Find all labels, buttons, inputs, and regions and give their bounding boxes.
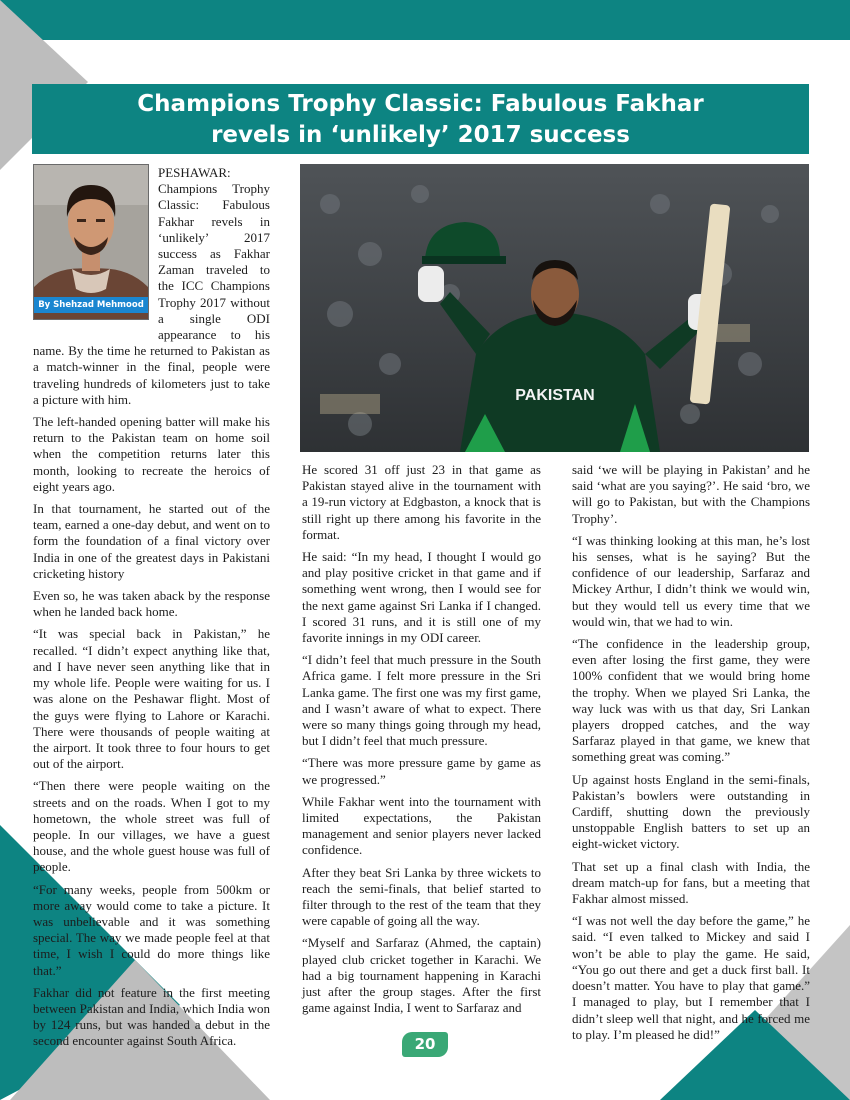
page-number: 20: [402, 1032, 448, 1057]
paragraph: After they beat Sri Lanka by three wickets to reach the semi-finals, that belief started to filter through to the rest of the team that they were capable of going all the way.: [302, 864, 541, 929]
paragraph: “I didn’t feel that much pressure in the South Africa game. I felt more pressure in the Sri Lanka game. The first one was my first game, and I wasn’t aware of what to expect. There were so many things going through my head, but I didn’t feel that much pressure.: [302, 652, 541, 749]
paragraph: “The confidence in the leadership group, even after losing the first game, they were 100% confident that we would bring home the trophy. When we played Sri Lanka, the way luck was with us that day, Sri Lankan players dropped catches, and the way Sarfaraz played in that game, we knew that something great was coming.”: [572, 636, 810, 765]
top-teal-band: [0, 0, 850, 40]
author-byline: By Shehzad Mehmood: [34, 297, 148, 313]
paragraph: While Fakhar went into the tournament with limited expectations, the Pakistan management and senior players never lacked confidence.: [302, 793, 541, 858]
photo-float-space: [33, 165, 158, 333]
paragraph: “I was thinking looking at this man, he’s lost his senses, what is he saying? But the confidence of our leadership, Sarfaraz and Mickey Arthur, I didn’t think we would win, but they would tell us every time that we would win, that we had to win.: [572, 532, 810, 629]
title-line-1: Champions Trophy Classic: Fabulous Fakhar: [137, 91, 704, 117]
paragraph: “There was more pressure game by game as we progressed.”: [302, 755, 541, 787]
paragraph: Fakhar did not feature in the first meeting between Pakistan and India, which India won by 124 runs, but was handed a debut in the second encounter against South Africa.: [33, 984, 270, 1049]
article-title: [32, 84, 809, 154]
text-column-2: [302, 462, 541, 1023]
paragraph: That set up a final clash with India, the dream match-up for fans, but a meeting that Fakhar almost missed.: [572, 858, 810, 907]
jersey-text: PAKISTAN: [515, 387, 595, 404]
text-column-3: [572, 462, 810, 1049]
title-line-2: revels in ‘unlikely’ 2017 success: [211, 122, 630, 148]
text-column-1: [33, 165, 270, 1056]
paragraph: “Myself and Sarfaraz (Ahmed, the captain) played club cricket together in Karachi. We had a big tournament happening in Karachi just after the group stages. After the first game against India, I went to Sarfaraz and: [302, 935, 541, 1016]
lead-paragraph-wrap: [33, 165, 270, 408]
paragraph: Up against hosts England in the semi-finals, Pakistan’s bowlers were outstanding in Cardiff, shutting down the previously unstoppable English batters to set up an eight-wicket victory.: [572, 771, 810, 852]
paragraph: “Then there were people waiting on the streets and on the roads. When I got to my hometown, the whole street was full of people. In our villages, we have a guest house, and the whole guest house was full of people.: [33, 778, 270, 875]
paragraph: “It was special back in Pakistan,” he recalled. “I didn’t expect anything like that, and I have never seen anything like that in my whole life. People were waiting for us. I was alone on the Peshawar flight. Most of the guys were flying to Lahore or Karachi. There were thousands of people waiting at the airport. It took three to four hours to get out of the airport.: [33, 626, 270, 772]
paragraph: “I was not well the day before the game,” he said. “I even talked to Mickey and said I won’t be able to play the game. He said, “You go out there and get a duck first ball. It doesn’t matter. You have to play that game.” I managed to play, but I remember that I didn’t sleep well that night, and he forced me to play. I’m pleased he did!”: [572, 913, 810, 1042]
cricketer-celebration-image: [300, 164, 809, 452]
paragraph: In that tournament, he started out of the team, earned a one-day debut, and went on to form the foundation of a final victory over India in one of the greatest days in Pakistani cricketing history: [33, 501, 270, 581]
article-photo: [300, 164, 809, 452]
paragraph: “For many weeks, people from 500km or more away would come to take a picture. It was unbelievable and it was something special. The way we made people feel at that time, I wish I could do more things like that.”: [33, 881, 270, 978]
paragraph: The left-handed opening batter will make his return to the Pakistan team on home soil when the competition returns later this month, looking to recreate the heroics of eight years ago.: [33, 414, 270, 494]
paragraph: said ‘we will be playing in Pakistan’ and he said ‘what are you saying?’. He said ‘bro, we will go to Pakistan, but with the Champions Trophy’.: [572, 462, 810, 526]
paragraph: PESHAWAR: Champions Trophy Classic: Fabulous Fakhar revels in ‘unlikely’ 2017 success as Fakhar Zaman traveled to the ICC Champions Trophy 2017 without a single ODI appearance to his name. By the time he returned to Pakistan as a match-winner in the final, people were traveling hundreds of kilometers just to take a picture with him.: [33, 165, 270, 407]
paragraph: He scored 31 off just 23 in that game as Pakistan stayed alive in the tournament with a 19-run victory at Edgbaston, a knock that is still right up there among his favorite in the format.: [302, 462, 541, 542]
paragraph: He said: “In my head, I thought I would go and play positive cricket in that game and if something went wrong, then I would see for the next game against Sri Lanka if I changed. I scored 31 runs, and it is still one of my favorite innings in my ODI career.: [302, 549, 541, 646]
paragraph: Even so, he was taken aback by the response when he landed back home.: [33, 588, 270, 620]
